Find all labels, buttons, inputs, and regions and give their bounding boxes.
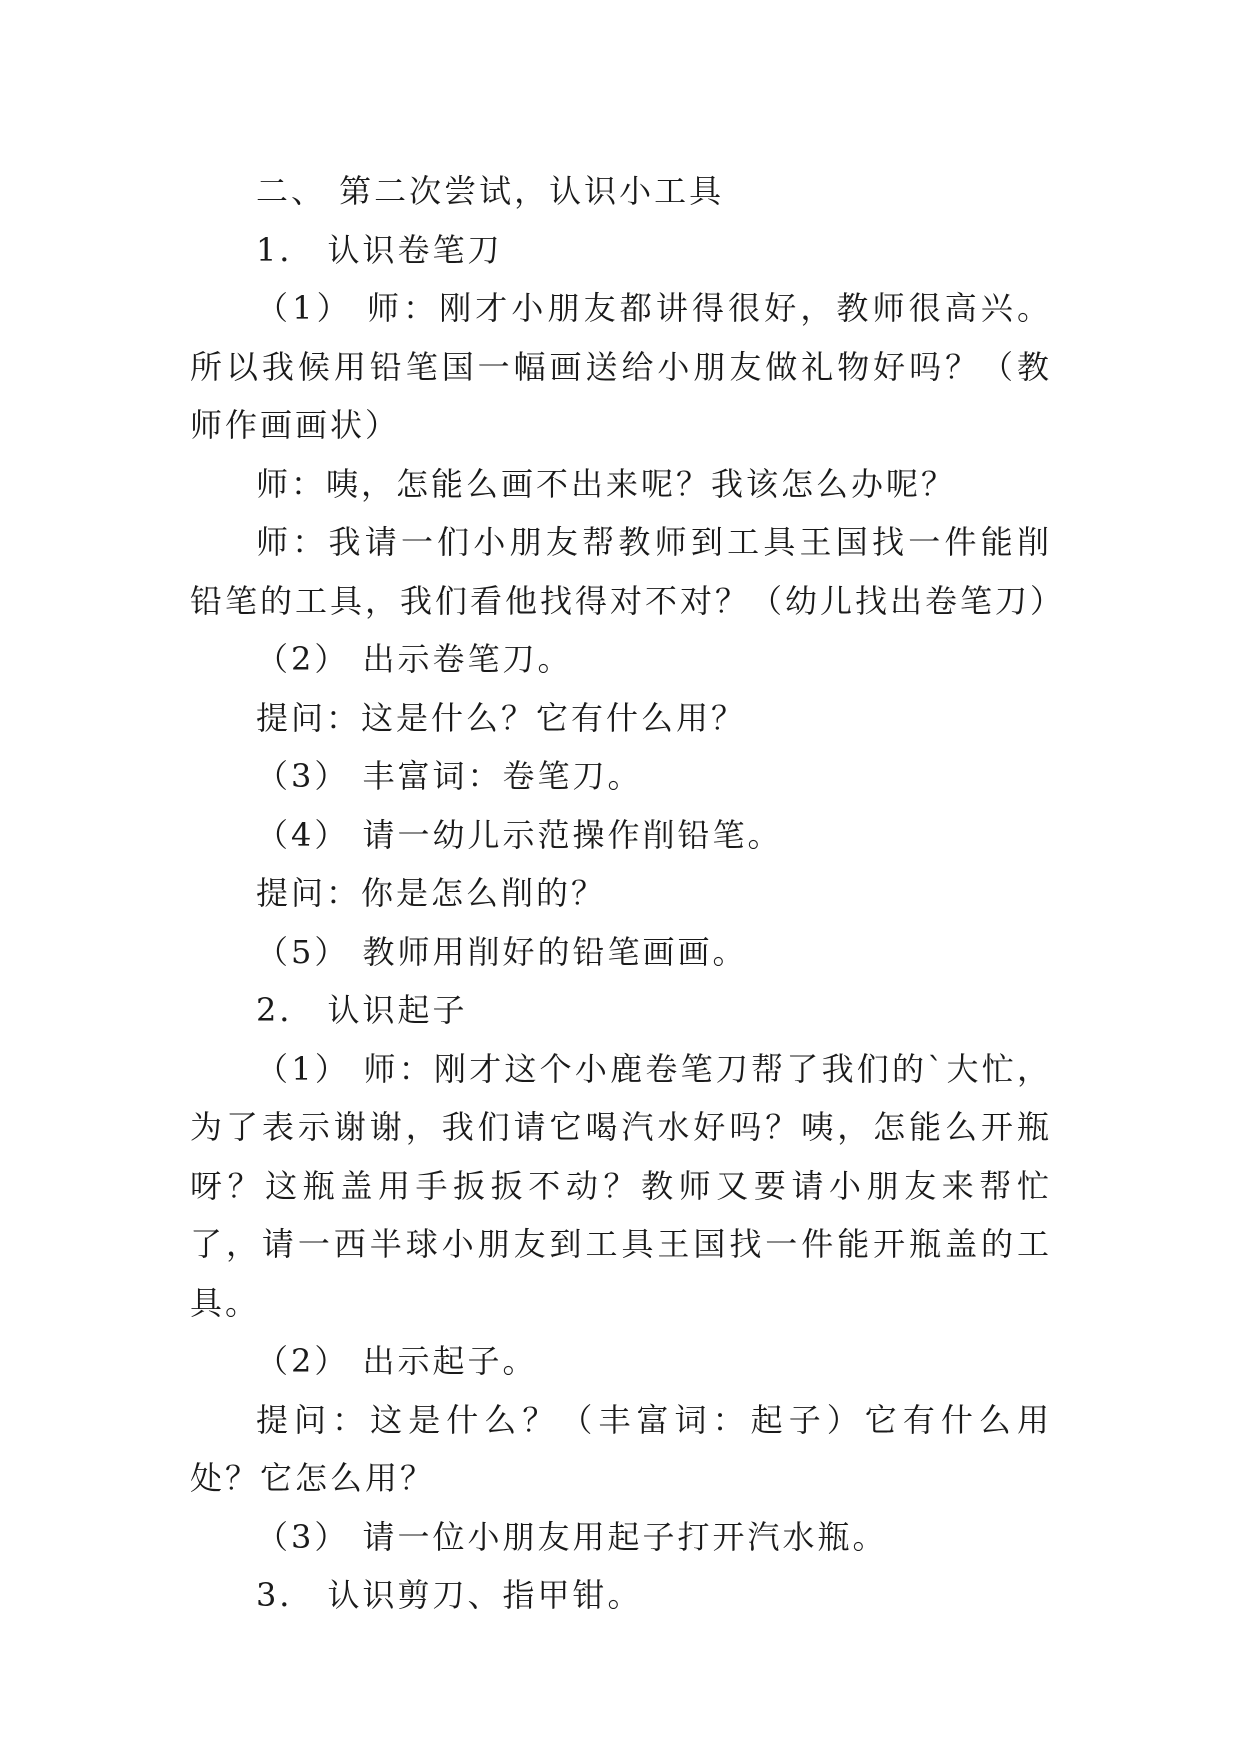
paragraph: （2） 出示起子。 bbox=[256, 1342, 538, 1380]
paragraph: （4） 请一幼儿示范操作削铅笔。 bbox=[256, 815, 783, 854]
paragraph: （1） 师：刚才这个小鹿卷笔刀帮了我们的`大忙，为了表示谢谢，我们请它喝汽水好吗？咦，怎能么开瓶呀？这瓶盖用手扳扳不动？教师又要请小朋友来帮忙了，请一西半球小朋友到工具王国找一件能开瓶盖的工具。 bbox=[190, 1049, 1052, 1322]
paragraph: （5） 教师用削好的铅笔画画。 bbox=[256, 932, 748, 971]
paragraph: 师：我请一们小朋友帮教师到工具王国找一件能削铅笔的工具，我们看他找得对不对？（幼儿找出卷笔刀） bbox=[190, 523, 1066, 620]
paragraph: 师：咦，怎能么画不出来呢？我该怎么办呢？ bbox=[256, 464, 957, 503]
subsection-heading: 2． 认识起子 bbox=[256, 991, 468, 1029]
paragraph: 提问：这是什么？（丰富词：起子）它有什么用处？它怎么用？ bbox=[190, 1400, 1052, 1497]
paragraph: （3） 丰富词：卷笔刀。 bbox=[256, 757, 643, 795]
paragraph: 提问：你是怎么削的？ bbox=[256, 874, 607, 912]
section-heading: 二、 第二次尝试，认识小工具 bbox=[256, 172, 725, 210]
paragraph: （3） 请一位小朋友用起子打开汽水瓶。 bbox=[256, 1517, 888, 1556]
paragraph: （2） 出示卷笔刀。 bbox=[256, 640, 573, 678]
subsection-heading: 3． 认识剪刀、指甲钳。 bbox=[256, 1576, 643, 1614]
paragraph: （1） 师：刚才小朋友都讲得很好，教师很高兴。所以我候用铅笔国一幅画送给小朋友做礼物好吗？（教师作画画状） bbox=[190, 289, 1052, 444]
document-body bbox=[190, 162, 1066, 1625]
paragraph: 提问：这是什么？它有什么用？ bbox=[256, 698, 747, 737]
subsection-heading: 1． 认识卷笔刀 bbox=[256, 230, 503, 269]
